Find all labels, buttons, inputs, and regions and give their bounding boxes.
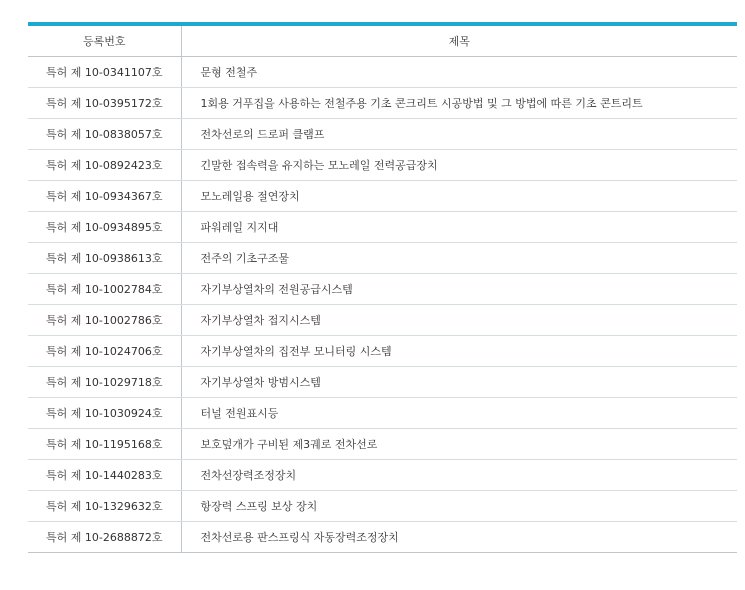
header-row xyxy=(28,24,737,57)
patent-title: 자기부상열차의 집전부 모니터링 시스템 xyxy=(181,336,737,367)
table-row xyxy=(28,243,737,274)
table-row xyxy=(28,57,737,88)
patent-title: 터널 전원표시등 xyxy=(181,398,737,429)
table-row xyxy=(28,150,737,181)
patent-title: 전차선로용 판스프링식 자동장력조정장치 xyxy=(200,531,399,544)
registration-number: 특허 제 10-1329632호 xyxy=(28,491,181,522)
registration-number: 특허 제 10-1002786호 xyxy=(28,305,181,336)
registration-number: 특허 제 10-2688872호 xyxy=(28,522,181,553)
table-row xyxy=(28,491,737,522)
patent-title: 1회용 거푸집을 사용하는 전철주용 기초 콘크리트 시공방법 및 그 방법에 따른 기초 콘트리트 xyxy=(181,88,737,119)
patent-title: 자기부상열차 방범시스템 xyxy=(181,367,737,398)
header-registration-number: 등록번호 xyxy=(28,24,181,57)
patent-title: 자기부상열차의 전원공급시스템 xyxy=(181,274,737,305)
patent-title: 전주의 기초구조물 xyxy=(181,243,737,274)
patent-table xyxy=(28,22,737,553)
table-body xyxy=(28,57,737,553)
registration-number: 특허 제 10-1029718호 xyxy=(28,367,181,398)
patent-title: 전차선장력조정장치 xyxy=(181,460,737,491)
table-row xyxy=(28,181,737,212)
registration-number: 특허 제 10-0341107호 xyxy=(28,57,181,88)
table-row xyxy=(28,336,737,367)
table-row xyxy=(28,429,737,460)
patent-title: 문형 전철주 xyxy=(181,57,737,88)
patent-title: 모노레일용 절연장치 xyxy=(181,181,737,212)
patent-title: 보호덮개가 구비된 제3궤로 전차선로 xyxy=(181,429,737,460)
registration-number: 특허 제 10-1002784호 xyxy=(28,274,181,305)
patent-title: 자기부상열차 접지시스템 xyxy=(181,305,737,336)
patent-title: 전차선로의 드로퍼 클램프 xyxy=(181,119,737,150)
registration-number: 특허 제 10-0934895호 xyxy=(28,212,181,243)
table-row xyxy=(28,522,737,553)
registration-number: 특허 제 10-0938613호 xyxy=(28,243,181,274)
table-row xyxy=(28,274,737,305)
table-row xyxy=(28,367,737,398)
registration-number: 특허 제 10-0934367호 xyxy=(28,181,181,212)
registration-number: 특허 제 10-1030924호 xyxy=(28,398,181,429)
table-row xyxy=(28,460,737,491)
header-title: 제목 xyxy=(181,24,737,57)
registration-number: 특허 제 10-1440283호 xyxy=(28,460,181,491)
patent-title: 파워레일 지지대 xyxy=(181,212,737,243)
registration-number: 특허 제 10-0838057호 xyxy=(28,119,181,150)
table-row xyxy=(28,88,737,119)
table-row xyxy=(28,212,737,243)
registration-number: 특허 제 10-0395172호 xyxy=(28,88,181,119)
table-header xyxy=(28,24,737,57)
patent-title: 긴말한 접속력을 유지하는 모노레일 전력공급장치 xyxy=(181,150,737,181)
registration-number: 특허 제 10-1195168호 xyxy=(28,429,181,460)
registration-number: 특허 제 10-1024706호 xyxy=(28,336,181,367)
patent-title: 항장력 스프링 보상 장치 xyxy=(181,491,737,522)
table-row xyxy=(28,305,737,336)
table-row xyxy=(28,398,737,429)
table-row xyxy=(28,119,737,150)
registration-number: 특허 제 10-0892423호 xyxy=(28,150,181,181)
